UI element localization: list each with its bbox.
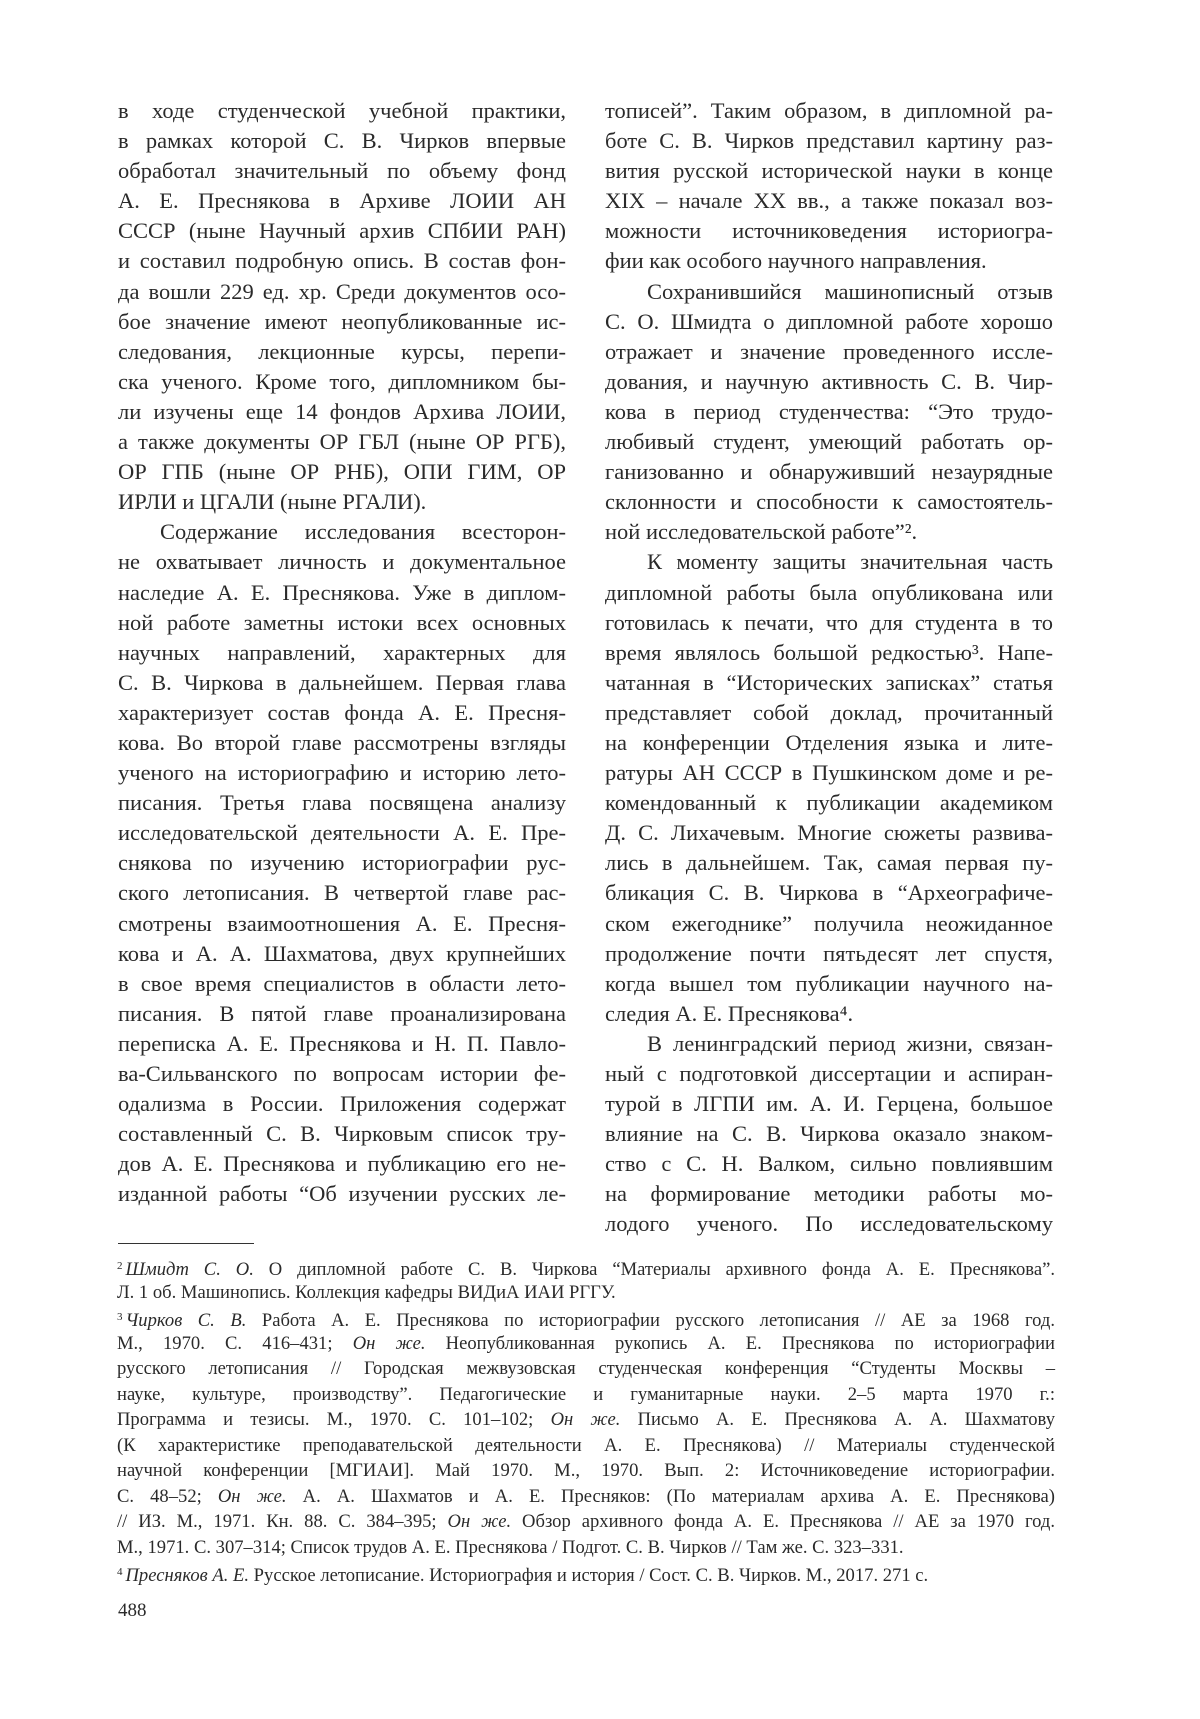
text-line: одализма в России. Приложения содержат — [118, 1089, 566, 1119]
text-line: влияние на С. В. Чиркова оказало знаком- — [605, 1119, 1053, 1149]
footnote-text: М., 1970. С. 416–431; — [117, 1333, 353, 1354]
footnote-author: Он же. — [448, 1511, 512, 1532]
text-line: ной исследовательской работе”². — [605, 517, 1053, 547]
text-line: бое значение имеют неопубликованные ис- — [118, 307, 566, 337]
text-line: Д. С. Лихачевым. Многие сюжеты развива- — [605, 818, 1053, 848]
footnote-3-line — [117, 1535, 1055, 1561]
text-line: ском ежегоднике” получила неожиданное — [605, 909, 1053, 939]
footnote-3-line — [117, 1484, 1055, 1510]
text-line: К моменту защиты значительная часть — [605, 547, 1053, 577]
text-line: ратуры АН СССР в Пушкинском доме и ре- — [605, 758, 1053, 788]
text-line: ли изучены еще 14 фондов Архива ЛОИИ, — [118, 397, 566, 427]
text-line: готовилась к печати, что для студента в то — [605, 608, 1053, 638]
footnote-4-line — [117, 1560, 1055, 1586]
footnote-2-line — [117, 1254, 1055, 1280]
footnote-author: Шмидт С. О. — [126, 1259, 254, 1280]
text-line: турой в ЛГПИ им. А. И. Герцена, большое — [605, 1089, 1053, 1119]
text-line: ганизованно и обнаруживший незаурядные — [605, 457, 1053, 487]
text-line: на конференции Отделения языка и лите- — [605, 728, 1053, 758]
text-line: дования, и научную активность С. В. Чир- — [605, 367, 1053, 397]
text-line: изданной работы “Об изучении русских ле- — [118, 1179, 566, 1209]
text-line: исследовательской деятельности А. Е. Пре- — [118, 818, 566, 848]
page-number: 488 — [118, 1600, 147, 1622]
footnote-author: Пресняков А. Е. — [126, 1565, 250, 1586]
text-line: писания. В пятой главе проанализирована — [118, 999, 566, 1029]
text-line: С. О. Шмидта о дипломной работе хорошо — [605, 307, 1053, 337]
text-line: характеризует состав фонда А. Е. Пресня- — [118, 698, 566, 728]
text-line: дипломной работы была опубликована или — [605, 578, 1053, 608]
text-line: не охватывает личность и документальное — [118, 547, 566, 577]
text-line: ИРЛИ и ЦГАЛИ (ныне РГАЛИ). — [118, 487, 566, 517]
text-line: боте С. В. Чирков представил картину раз- — [605, 126, 1053, 156]
text-line: писания. Третья глава посвящена анализу — [118, 788, 566, 818]
footnote-author: Чирков С. В. — [126, 1310, 247, 1331]
text-line: комендованный к публикации академиком — [605, 788, 1053, 818]
footnote-3-line — [117, 1356, 1055, 1382]
text-line: на формирование методики работы мо- — [605, 1179, 1053, 1209]
text-line: XIX – начале XX вв., а также показал воз- — [605, 186, 1053, 216]
footnote-3-line — [117, 1382, 1055, 1408]
text-line: СССР (ныне Научный архив СПбИИ РАН) — [118, 216, 566, 246]
left-text-column — [118, 96, 566, 1209]
footnote-3-line — [117, 1305, 1055, 1331]
text-line: продолжение почти пятьдесят лет спустя, — [605, 939, 1053, 969]
footnote-text: (К характеристике преподавательской деятельности А. Е. Преснякова) // Материалы студенческой — [117, 1435, 1055, 1456]
text-line: ского летописания. В четвертой главе рас- — [118, 878, 566, 908]
footnote-author: Он же. — [353, 1333, 426, 1354]
text-line: кова и А. А. Шахматова, двух крупнейших — [118, 939, 566, 969]
footnote-author: Он же. — [551, 1409, 621, 1430]
text-line: чатанная в “Исторических записках” статья — [605, 668, 1053, 698]
footnote-text: С. 48–52; — [117, 1486, 218, 1507]
footnote-text: Л. 1 об. Машинопись. Коллекция кафедры ВИДиА ИАИ РГГУ. — [117, 1282, 616, 1303]
text-line: в ходе студенческой учебной практики, — [118, 96, 566, 126]
text-line: снякова по изучению историографии рус- — [118, 848, 566, 878]
text-line: любивый студент, умеющий работать ор- — [605, 427, 1053, 457]
footnote-text: Программа и тезисы. М., 1970. С. 101–102; — [117, 1409, 551, 1430]
text-line: лодого ученого. По исследовательскому — [605, 1209, 1053, 1239]
footnote-text: Письмо А. Е. Преснякова А. А. Шахматову — [620, 1409, 1055, 1430]
text-line: В ленинградский период жизни, связан- — [605, 1029, 1053, 1059]
text-line: тописей”. Таким образом, в дипломной ра- — [605, 96, 1053, 126]
footnote-text: научной конференции [МГИАИ]. Май 1970. М., 1970. Вып. 2: Источниковедение историографии. — [117, 1460, 1055, 1481]
text-line: ва-Сильванского по вопросам истории фе- — [118, 1059, 566, 1089]
text-line: наследие А. Е. Преснякова. Уже в диплом- — [118, 578, 566, 608]
text-line: отражает и значение проведенного иссле- — [605, 337, 1053, 367]
text-line: время являлось большой редкостью³. Напе- — [605, 638, 1053, 668]
text-line: и составил подробную опись. В состав фон- — [118, 246, 566, 276]
text-line: обработал значительный по объему фонд — [118, 156, 566, 186]
footnote-text: Обзор архивного фонда А. Е. Преснякова // АЕ за 1970 год. — [511, 1511, 1055, 1532]
footnote-text: О дипломной работе С. В. Чиркова “Материалы архивного фонда А. Е. Преснякова”. — [254, 1259, 1055, 1280]
text-line: ный с подготовкой диссертации и аспиран- — [605, 1059, 1053, 1089]
footnote-number: 2 — [117, 1260, 123, 1272]
footnote-text: Неопубликованная рукопись А. Е. Преснякова по историографии — [426, 1333, 1056, 1354]
text-line: Содержание исследования всесторон- — [118, 517, 566, 547]
footnote-text: М., 1971. С. 307–314; Список трудов А. Е. Преснякова / Подгот. С. В. Чирков // Там же. С. 323–331. — [117, 1537, 904, 1558]
footnote-text: А. А. Шахматов и А. Е. Пресняков: (По материалам архива А. Е. Преснякова) — [287, 1486, 1055, 1507]
footnote-2-line — [117, 1280, 1055, 1306]
text-line: в свое время специалистов в области лето- — [118, 969, 566, 999]
text-line: да вошли 229 ед. хр. Среди документов осо- — [118, 277, 566, 307]
text-line: Сохранившийся машинописный отзыв — [605, 277, 1053, 307]
footnote-text: русского летописания // Городская межвузовская студенческая конференция “Студенты Москвы – — [117, 1358, 1055, 1379]
footnote-number: 4 — [117, 1566, 123, 1578]
text-line: С. В. Чиркова в дальнейшем. Первая глава — [118, 668, 566, 698]
text-line: а также документы ОР ГБЛ (ныне ОР РГБ), — [118, 427, 566, 457]
footnote-separator — [118, 1243, 254, 1244]
text-line: ство с С. Н. Валком, сильно повлиявшим — [605, 1149, 1053, 1179]
text-line: фии как особого научного направления. — [605, 246, 1053, 276]
right-text-column — [605, 96, 1053, 1240]
text-line: ска ученого. Кроме того, дипломником бы- — [118, 367, 566, 397]
text-line: следия А. Е. Преснякова⁴. — [605, 999, 1053, 1029]
footnote-3-line — [117, 1433, 1055, 1459]
footnote-text: Русское летописание. Историография и история / Сост. С. В. Чирков. М., 2017. 271 с. — [249, 1565, 928, 1586]
text-line: кова в период студенчества: “Это трудо- — [605, 397, 1053, 427]
text-line: склонности и способности к самостоятель- — [605, 487, 1053, 517]
footnote-text: // ИЗ. М., 1971. Кн. 88. С. 384–395; — [117, 1511, 448, 1532]
text-line: лись в дальнейшем. Так, самая первая пу- — [605, 848, 1053, 878]
text-line: бликация С. В. Чиркова в “Археографиче- — [605, 878, 1053, 908]
footnote-number: 3 — [117, 1311, 123, 1323]
text-line: ученого на историографию и историю лето- — [118, 758, 566, 788]
text-line: дов А. Е. Преснякова и публикацию его не- — [118, 1149, 566, 1179]
footnotes — [117, 1254, 1055, 1586]
text-line: кова. Во второй главе рассмотрены взгляды — [118, 728, 566, 758]
text-line: А. Е. Преснякова в Архиве ЛОИИ АН — [118, 186, 566, 216]
text-line: вития русской исторической науки в конце — [605, 156, 1053, 186]
text-line: можности источниковедения историогра- — [605, 216, 1053, 246]
footnote-text: науке, культуре, производству”. Педагогические и гуманитарные науки. 2–5 марта 1970 г.: — [117, 1384, 1055, 1405]
footnote-text: Работа А. Е. Преснякова по историографии русского летописания // АЕ за 1968 год. — [246, 1310, 1055, 1331]
text-line: переписка А. Е. Преснякова и Н. П. Павло- — [118, 1029, 566, 1059]
text-line: ОР ГПБ (ныне ОР РНБ), ОПИ ГИМ, ОР — [118, 457, 566, 487]
text-line: представляет собой доклад, прочитанный — [605, 698, 1053, 728]
footnote-3-line — [117, 1407, 1055, 1433]
footnote-3-line — [117, 1458, 1055, 1484]
text-line: научных направлений, характерных для — [118, 638, 566, 668]
footnote-3-line — [117, 1331, 1055, 1357]
footnote-author: Он же. — [218, 1486, 287, 1507]
text-line: смотрены взаимоотношения А. Е. Пресня- — [118, 909, 566, 939]
text-line: в рамках которой С. В. Чирков впервые — [118, 126, 566, 156]
text-line: когда вышел том публикации научного на- — [605, 969, 1053, 999]
text-line: составленный С. В. Чирковым список тру- — [118, 1119, 566, 1149]
footnote-3-line — [117, 1509, 1055, 1535]
text-line: следования, лекционные курсы, перепи- — [118, 337, 566, 367]
text-line: ной работе заметны истоки всех основных — [118, 608, 566, 638]
